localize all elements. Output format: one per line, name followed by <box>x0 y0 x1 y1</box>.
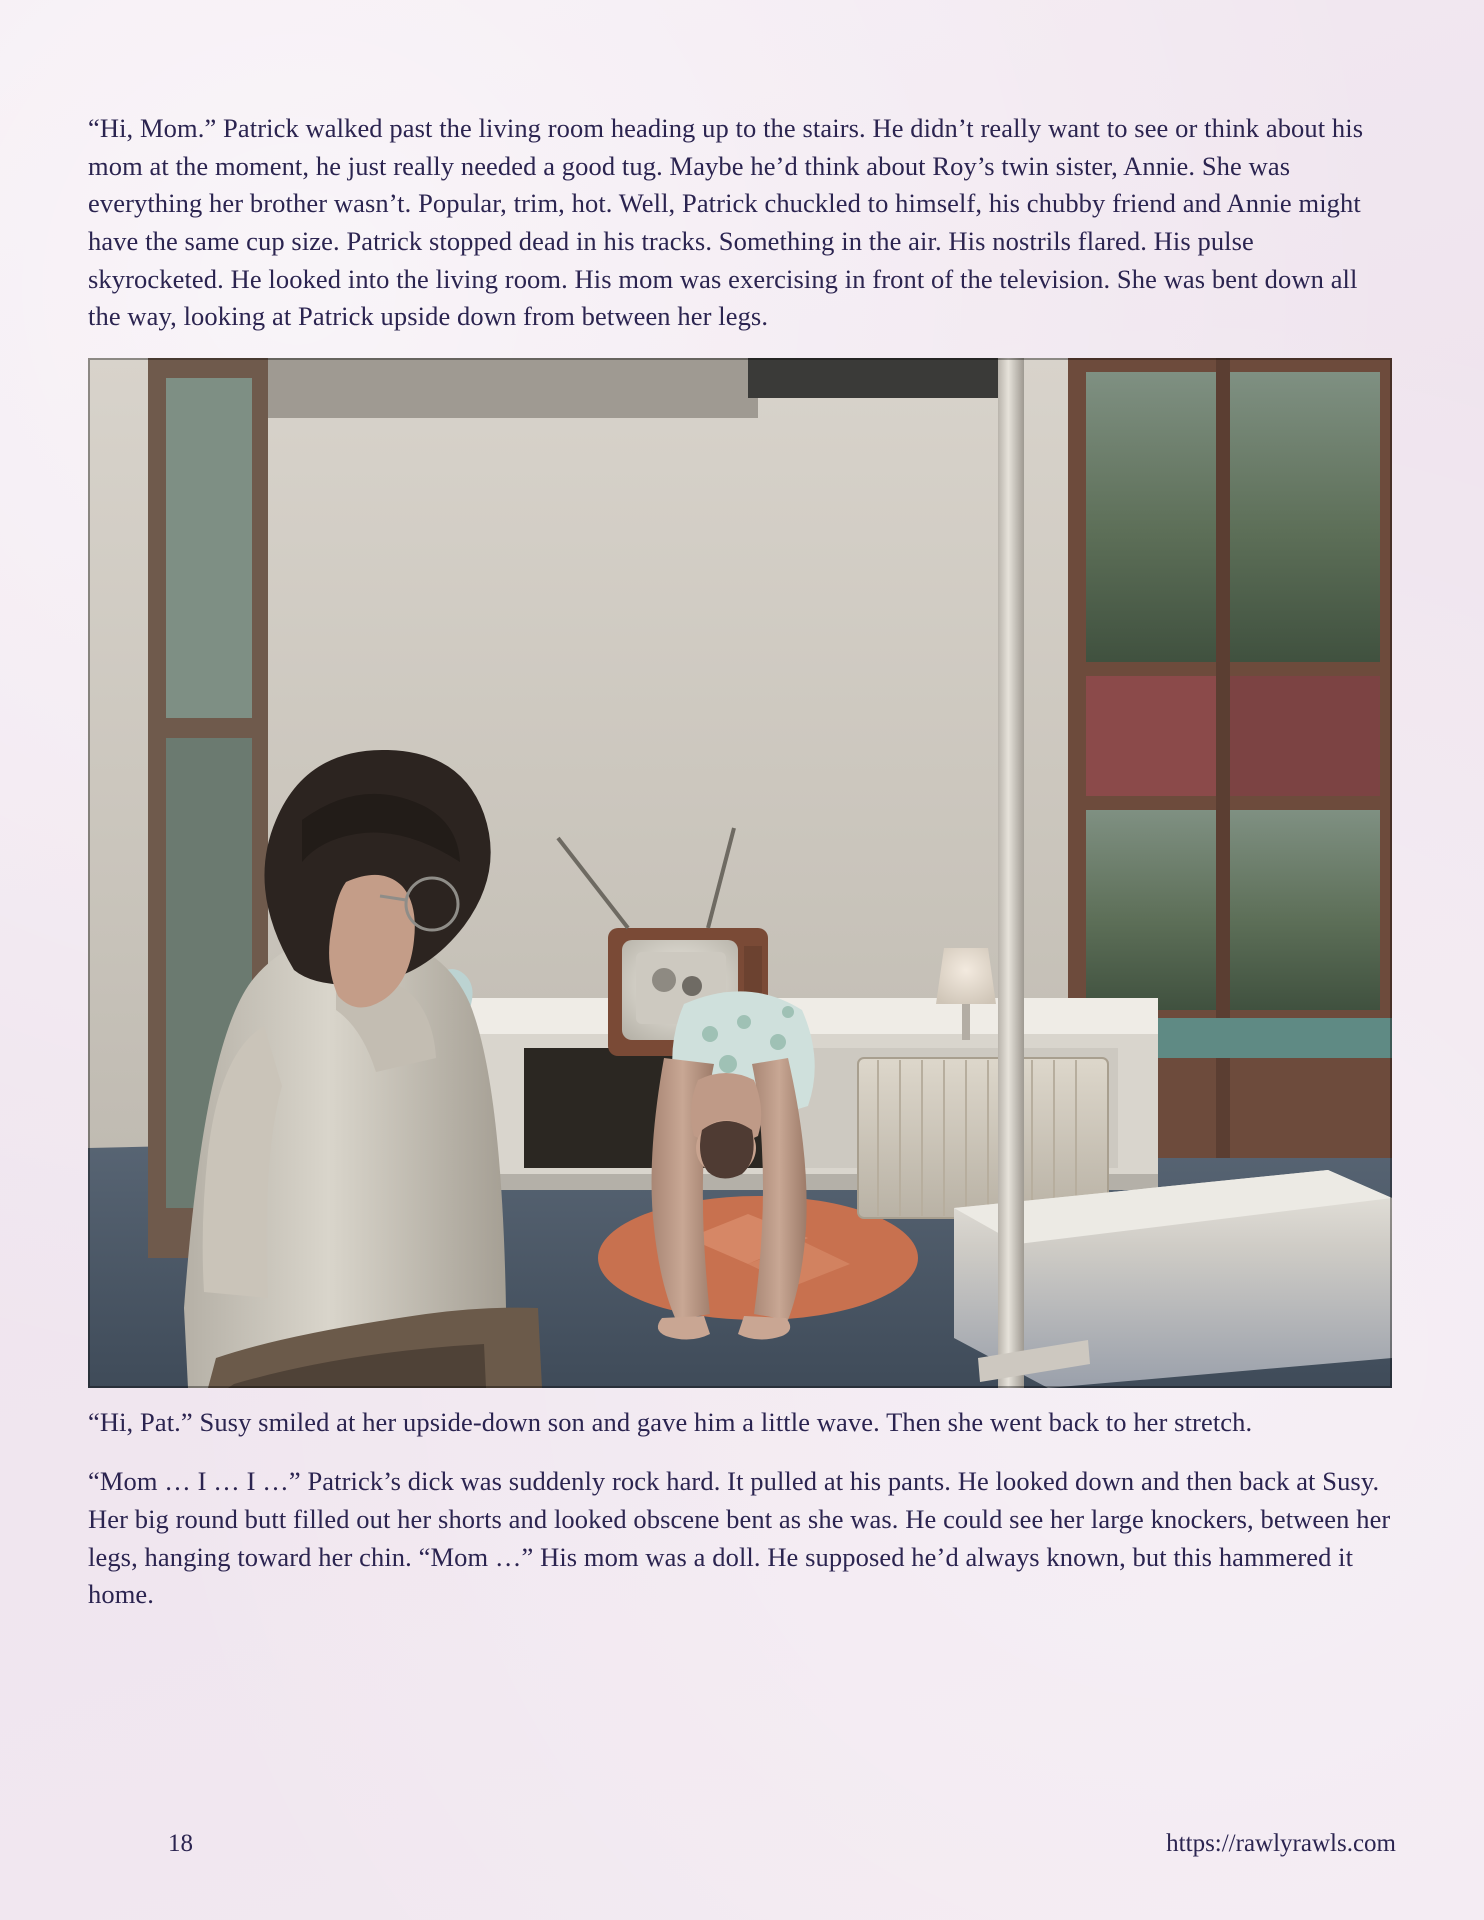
illustration-svg <box>88 358 1392 1388</box>
paragraph-third: “Mom … I … I …” Patrick’s dick was suddenly rock hard. It pulled at his pants. He looked down and then back at Susy. Her big round butt filled out her shorts and looked obscene bent as she was. He could see her large knockers, between her legs, hanging toward her chin. “Mom …” His mom was a doll. He supposed he’d always known, but this hammered it home. <box>88 1466 1391 1610</box>
site-url-link[interactable]: https://rawlyrawls.com <box>1166 1830 1396 1857</box>
page-footer <box>88 1824 1396 1864</box>
page-content <box>88 110 1396 1636</box>
page-number: 18 <box>168 1830 193 1857</box>
story-illustration <box>88 358 1392 1388</box>
paragraph-second: “Hi, Pat.” Susy smiled at her upside-down son and gave him a little wave. Then she went back to her stretch. <box>88 1406 1253 1437</box>
paragraph-first: “Hi, Mom.” Patrick walked past the living room heading up to the stairs. He didn’t really want to see or think about his mom at the moment, he just really needed a good tug. Maybe he’d think about Roy’s twin sister, Annie. She was everything her brother wasn’t. Popular, trim, hot. Well, Patrick chuckled to himself, his chubby friend and Annie might have the same cup size. Patrick stopped dead in his tracks. Something in the air. His nostrils flared. His pulse skyrocketed. He looked into the living room. His mom was exercising in front of the television. She was bent down all the way, looking at Patrick upside down from between her legs. <box>88 113 1364 332</box>
